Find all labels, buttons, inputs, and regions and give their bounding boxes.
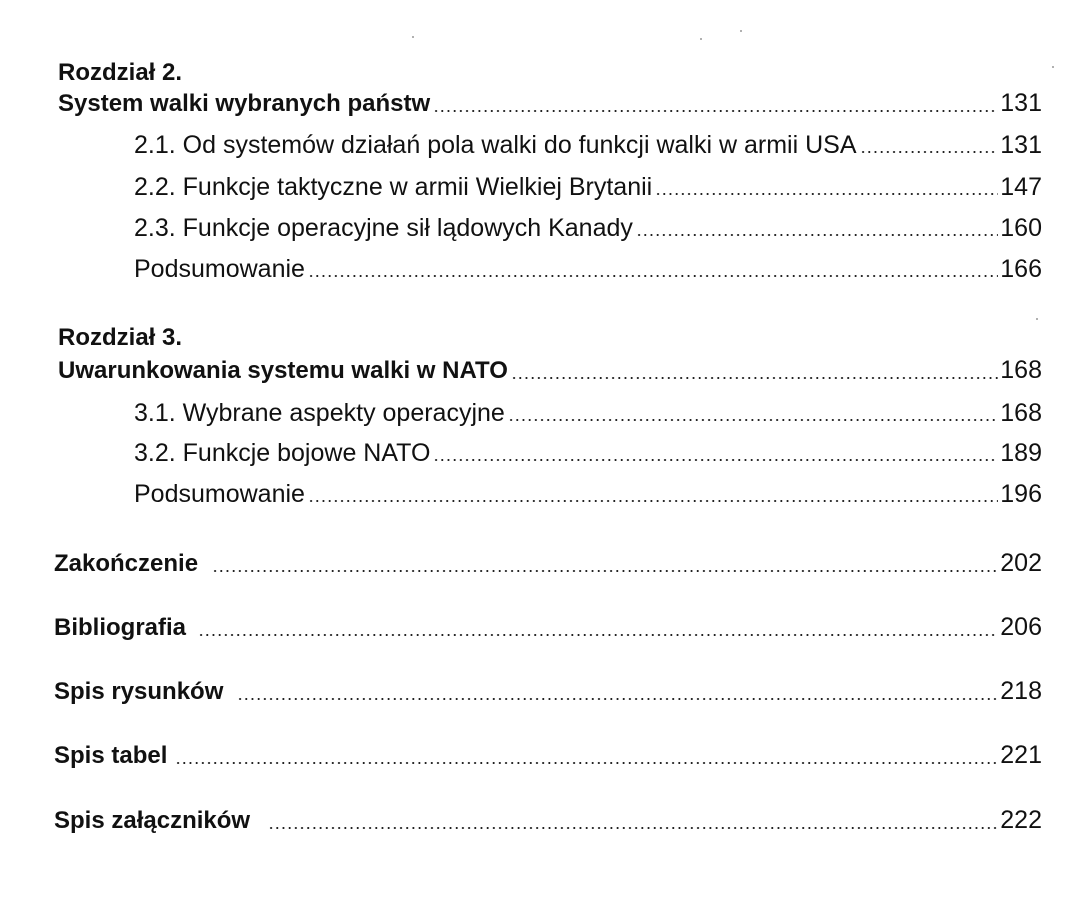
scan-speck <box>412 36 414 38</box>
section-3-2-page: 189 <box>1000 439 1042 467</box>
section-3-2-title: 3.2. Funkcje bojowe NATO <box>134 439 431 467</box>
back-matter-conclusion-entry[interactable] <box>54 548 1042 579</box>
section-3-1-entry[interactable] <box>134 398 1042 428</box>
figures-list-page: 218 <box>1000 677 1042 705</box>
conclusion-page: 202 <box>1000 549 1042 577</box>
conclusion-title: Zakończenie <box>54 550 199 577</box>
back-matter-bibliography-entry[interactable] <box>54 612 1042 643</box>
section-2-summary-page: 166 <box>1000 255 1042 283</box>
dot-leader <box>308 274 998 278</box>
section-2-3-entry[interactable] <box>134 213 1042 243</box>
chapter-3-title: Uwarunkowania systemu walki w NATO <box>58 357 508 384</box>
dot-leader <box>237 697 998 701</box>
tables-list-page: 221 <box>1000 741 1042 769</box>
dot-leader <box>308 499 998 503</box>
scan-speck <box>700 38 702 40</box>
section-3-2-entry[interactable] <box>134 438 1042 468</box>
section-2-1-entry[interactable] <box>134 130 1042 160</box>
dot-leader <box>636 233 998 237</box>
tables-list-title: Spis tabel <box>54 742 168 769</box>
scan-speck <box>740 30 742 32</box>
section-2-summary-entry[interactable] <box>134 254 1042 284</box>
dot-leader <box>433 458 998 462</box>
chapter-2-label: Rozdział 2. <box>58 59 183 86</box>
section-2-summary-title: Podsumowanie <box>134 255 305 283</box>
section-2-3-title: 2.3. Funkcje operacyjne sił lądowych Kanady <box>134 214 633 242</box>
chapter-3-entry[interactable] <box>58 355 1042 386</box>
section-2-3-page: 160 <box>1000 214 1042 242</box>
chapter-2-page: 131 <box>1000 89 1042 117</box>
chapter-3-label: Rozdział 3. <box>58 324 183 351</box>
chapter-2-title: System walki wybranych państw <box>58 90 431 117</box>
section-2-1-page: 131 <box>1000 131 1042 159</box>
dot-leader <box>175 761 998 765</box>
scan-speck <box>1052 66 1054 68</box>
appendices-list-page: 222 <box>1000 806 1042 834</box>
back-matter-figures-entry[interactable] <box>54 676 1042 707</box>
section-3-summary-entry[interactable] <box>134 479 1042 509</box>
figures-list-title: Spis rysunków <box>54 678 224 705</box>
dot-leader <box>198 633 998 637</box>
back-matter-appendices-entry[interactable] <box>54 805 1042 836</box>
section-2-1-title: 2.1. Od systemów działań pola walki do funkcji walki w armii USA <box>134 131 857 159</box>
dot-leader <box>508 418 998 422</box>
section-3-summary-page: 196 <box>1000 480 1042 508</box>
dot-leader <box>212 569 998 573</box>
dot-leader <box>860 150 999 154</box>
bibliography-page: 206 <box>1000 613 1042 641</box>
section-2-2-entry[interactable] <box>134 172 1042 202</box>
section-3-1-page: 168 <box>1000 399 1042 427</box>
chapter-2-entry[interactable] <box>58 88 1042 119</box>
back-matter-tables-entry[interactable] <box>54 740 1042 771</box>
dot-leader <box>433 109 998 113</box>
scan-speck <box>1036 318 1038 320</box>
dot-leader <box>268 826 998 830</box>
section-3-summary-title: Podsumowanie <box>134 480 305 508</box>
dot-leader <box>655 192 998 196</box>
dot-leader <box>511 376 998 380</box>
section-2-2-title: 2.2. Funkcje taktyczne w armii Wielkiej Brytanii <box>134 173 653 201</box>
section-2-2-page: 147 <box>1000 173 1042 201</box>
bibliography-title: Bibliografia <box>54 614 187 641</box>
section-3-1-title: 3.1. Wybrane aspekty operacyjne <box>134 399 505 427</box>
appendices-list-title: Spis załączników <box>54 807 251 834</box>
chapter-3-page: 168 <box>1000 356 1042 384</box>
